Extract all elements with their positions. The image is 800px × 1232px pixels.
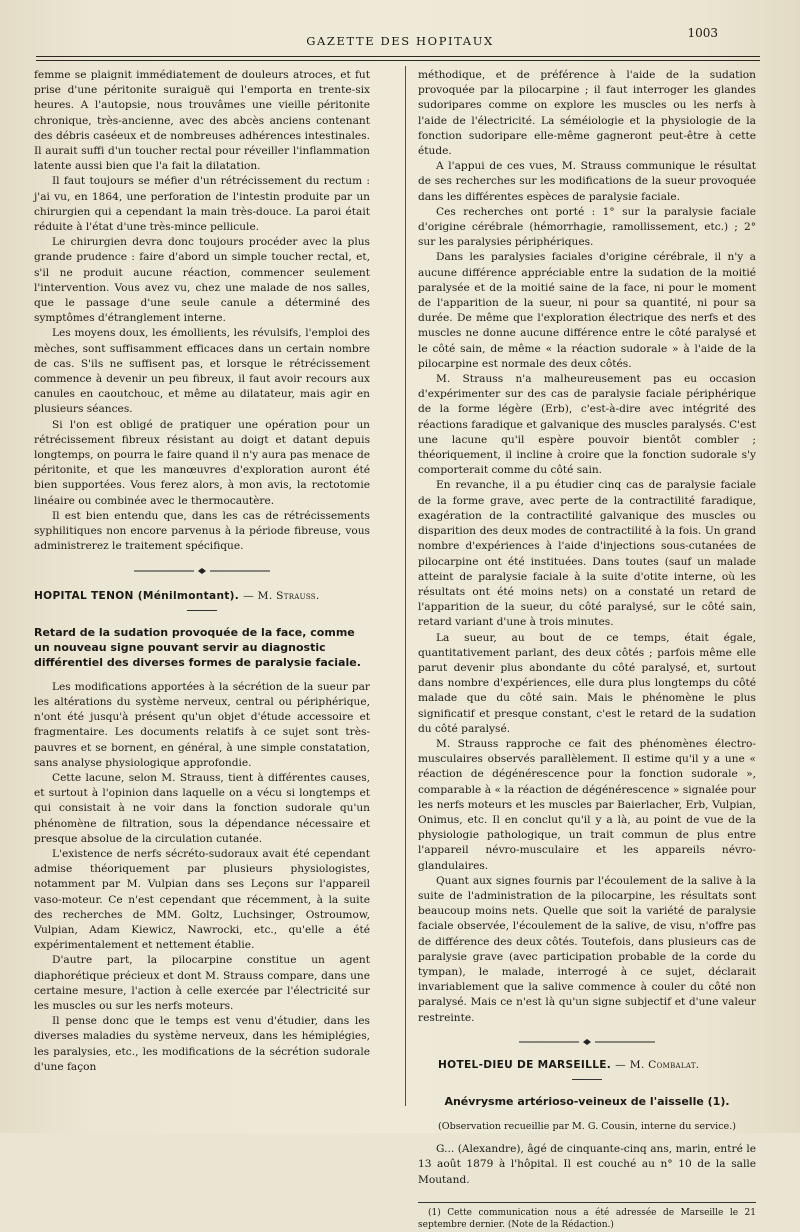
paragraph: D'autre part, la pilocarpine constitue un agent diaphorétique précieux et dont M. Strauss compare, dans une certaine mesure, l'action à celle exercée par l'électricité sur les muscles ou sur les nerfs moteurs. <box>34 954 370 1012</box>
section-heading-text: HOPITAL TENON (Ménilmontant). <box>34 589 240 602</box>
left-column <box>34 68 370 1075</box>
paragraph: Les moyens doux, les émollients, les révulsifs, l'emploi des mèches, sont suffisamment efficaces dans un certain nombre de cas. S'ils ne suffisent pas, et lorsque le rétrécissement commence à devenir un peu fibreux, il faut avoir recours aux canules en caoutchouc, et même au dilatateur, mais agir en plusieurs séances. <box>34 327 370 416</box>
section-author: — M. Strauss. <box>243 589 320 602</box>
paragraph: En revanche, il a pu étudier cinq cas de paralysie faciale de la forme grave, avec perte de la contractilité faradique, exagération de la contractilité galvanique des muscles ou disparition des deux modes de contractilité à la fois. Un grand nombre d'expériences à l'aide d'injections sous-cutanées de pilocarpine ont été instituées. Dans toutes (sauf un malade atteint de paralysie faciale à la suite d'otite interne, où les résultats ont été moins nets) on a constaté un retard de l'apparition de la sueur, du côté paralysé, sur le côté sain, retard variant d'une à trois minutes. <box>418 479 756 629</box>
paragraph: Les modifications apportées à la sécrétion de la sueur par les altérations du système nerveux, central ou périphérique, n'ont été jusqu'à présent qu'un objet d'étude accessoire et fragmentaire. Les documents relatifs à ce sujet sont très-pauvres et se bornent, en général, à une simple constatation, sans analyse physiologique approfondie. <box>34 680 370 769</box>
observation-note: (Observation recueillie par M. G. Cousin, interne du service.) <box>437 1121 737 1132</box>
footnote-rule <box>418 1202 756 1203</box>
page-header-title: GAZETTE DES HOPITAUX <box>306 34 494 48</box>
paragraph: A l'appui de ces vues, M. Strauss communique le résultat de ses recherches sur les modifications de la sueur provoquée dans les différentes espèces de paralysie faciale. <box>418 160 756 203</box>
paragraph: Dans les paralysies faciales d'origine cérébrale, il n'y a aucune différence appréciable entre la sudation de la moitié paralysée et de la moitié saine de la face, ni pour le moment de l'apparition de la sueur, ni pour sa quantité, ni pour sa durée. De même que l'exploration électrique des nerfs et des muscles ne donne aucune différence entre le côté paralysé et le côté sain, de même « la réaction sudorale » à l'aide de la pilocarpine est normale des deux côtés. <box>418 251 756 370</box>
paragraph: Quant aux signes fournis par l'écoulement de la salive à la suite de l'administration de la pilocarpine, les résultats sont beaucoup moins nets. Quelle que soit la variété de paralysie faciale observée, l'écoulement de la salive, de visu, n'offre pas de différence des deux côtés. Toutefois, dans plusieurs cas de paralysie grave (avec participation probable de la corde du tympan), le malade, interrogé à ce sujet, déclarait invariablement que la salive commence à couler du côté non paralysé. Mais ce n'est là qu'un signe subjectif et d'une valeur restreinte. <box>418 874 756 1024</box>
header-rule-thin <box>36 60 760 61</box>
right-column <box>418 68 756 1232</box>
section-ornament <box>517 1038 657 1046</box>
short-rule <box>572 1079 602 1080</box>
section-heading-marseille <box>418 1058 756 1073</box>
paragraph: Il est bien entendu que, dans les cas de rétrécissements syphilitiques non encore parvenus à la période fibreuse, vous administrerez le traitement spécifique. <box>34 509 370 553</box>
section-heading-tenon <box>34 589 370 604</box>
paragraph: Le chirurgien devra donc toujours procéder avec la plus grande prudence : faire d'abord un simple toucher rectal, et, s'il ne produit aucune réaction, commencer seulement l'intervention. Vous avez vu, chez une malade de nos salles, que le passage d'une seule canule a déterminé des symptômes d'étranglement interne. <box>34 236 370 325</box>
paragraph: M. Strauss rapproche ce fait des phénomènes électro-musculaires observés parallèlement. Il estime qu'il y a une « réaction de dégénérescence pour la fonction sudorale », comparable à « la réaction de dégénérescence » signalée pour les nerfs moteurs et les muscles par Baierlacher, Erb, Vulpian, Onimus, etc. Il en conclut qu'il y a là, au point de vue de la physiologie pathologique, un trait commun de plus entre l'appareil névro-musculaire et les appareils névro-glandulaires. <box>418 737 756 872</box>
article-title: Anévrysme artérioso-veineux de l'aisselle (1). <box>444 1095 730 1108</box>
short-rule <box>187 610 217 611</box>
column-divider <box>405 66 406 1106</box>
paragraph: Il pense donc que le temps est venu d'étudier, dans les diverses maladies du système nerveux, dans les hémiplégies, les paralysies, etc., les modifications de la sécrétion sudorale d'une façon <box>34 1015 370 1073</box>
section-author: — M. Combalat. <box>615 1058 700 1071</box>
paragraph: femme se plaignit immédiatement de douleurs atroces, et fut prise d'une péritonite suraiguë qui l'emporta en trente-six heures. A l'autopsie, nous trouvâmes une vieille péritonite chronique, très-ancienne, avec des abcès anciens contenant des débris caséeux et de nombreuses adhérences intestinales. Il aurait suffi d'un toucher rectal pour réveiller l'inflammation latente aussi bien que l'a fait la dilatation. <box>34 69 370 173</box>
paragraph: M. Strauss n'a malheureusement pas eu occasion d'expérimenter sur des cas de paralysie faciale périphérique de la forme légère (Erb), c'est-à-dire avec intégrité des réactions faradique et galvanique des muscles paralysés. C'est une lacune qu'il espère pouvoir bientôt combler ; théoriquement, il incline à croire que la fonction sudorale s'y comporterait comme du côté sain. <box>418 373 756 477</box>
footnote: (1) Cette communication nous a été adressée de Marseille le 21 septembre dernier. (Note de la Rédaction.) <box>418 1207 756 1231</box>
paragraph: méthodique, et de préférence à l'aide de la sudation provoquée par la pilocarpine ; il faut interroger les glandes sudoripares comme on explore les muscles ou les nerfs à l'aide de l'électricité. La séméiologie et la physiologie de la fonction sudoripare elle-même gagneront peut-être à cette étude. <box>418 69 756 158</box>
paragraph: Ces recherches ont porté : 1° sur la paralysie faciale d'origine cérébrale (hémorrhagie, ramollissement, etc.) ; 2° sur les paralysies périphériques. <box>418 205 756 249</box>
paragraph: Il faut toujours se méfier d'un rétrécissement du rectum : j'ai vu, en 1864, une perforation de l'intestin produite par un chirurgien qui a cependant la main très-douce. La paroi était réduite à l'état d'une très-mince pellicule. <box>34 175 370 234</box>
header-rule <box>36 56 760 57</box>
paragraph: G... (Alexandre), âgé de cinquante-cinq ans, marin, entré le 13 août 1879 à l'hôpital. Il est couché au n° 10 de la salle Moutand. <box>418 1143 756 1186</box>
section-heading-text: HOTEL-DIEU DE MARSEILLE. <box>438 1058 612 1071</box>
page-number: 1003 <box>687 26 718 40</box>
paragraph: Cette lacune, selon M. Strauss, tient à différentes causes, et surtout à l'opinion dans laquelle on a vécu si longtemps et qui consistait à ne voir dans la fonction sudorale qu'un phénomène de filtration, sous la dépendance nécessaire et presque absolue de la circulation cutanée. <box>34 771 370 845</box>
section-ornament <box>132 567 272 575</box>
paragraph: L'existence de nerfs sécréto-sudoraux avait été cependant admise théoriquement par plusieurs physiologistes, notamment par M. Vulpian dans ses Leçons sur l'appareil vaso-moteur. Ce n'est cependant que récemment, à la suite des recherches de MM. Goltz, Luchsinger, Ostroumow, Vulpian, Adam Kiewicz, Nawrocki, etc., qu'elle a été expérimentalement et nettement établie. <box>34 847 370 952</box>
paragraph: Si l'on est obligé de pratiquer une opération pour un rétrécissement fibreux résistant au doigt et datant depuis longtemps, on pourra le faire quand il n'y aura pas menace de péritonite, et que les manœuvres d'exploration auront été bien supportées. Vous ferez alors, à mon avis, la rectotomie linéaire ou combinée avec le thermocautère. <box>34 418 370 507</box>
paragraph: La sueur, au bout de ce temps, était égale, quantitativement parlant, des deux côtés ; parfois même elle parut devenir plus abondante du côté paralysé, et, surtout dans nombre d'expériences, elle dura plus longtemps du côté malade que du côté sain. Mais le phénomène le plus significatif et presque constant, c'est le retard de la sudation du côté paralysé. <box>418 631 756 735</box>
article-title: Retard de la sudation provoquée de la face, comme un nouveau signe pouvant servir au diagnostic différentiel des diverses formes de paralysie faciale. <box>34 625 361 669</box>
